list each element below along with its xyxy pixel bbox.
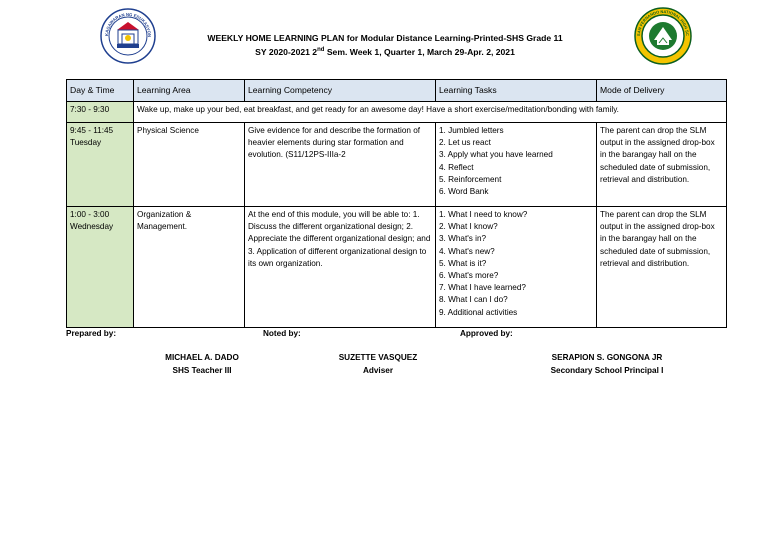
list-item: 2. What I know?	[439, 222, 498, 232]
prepared-by-name: MICHAEL A. DADO	[165, 353, 239, 362]
subtitle-prefix: SY 2020-2021 2	[255, 47, 318, 57]
left-logo-text: KAGAWARAN NG EDUKASYON	[103, 11, 153, 38]
time-cell: 7:30 - 9:30	[67, 102, 134, 123]
list-item: 3. What's in?	[439, 234, 487, 244]
approved-by-label: Approved by:	[460, 329, 513, 338]
time-text: 1:00 - 3:00	[70, 210, 110, 219]
column-header-learning-tasks: Learning Tasks	[436, 80, 597, 102]
document-title: WEEKLY HOME LEARNING PLAN for Modular Distance Learning-Printed-SHS Grade 11	[207, 33, 563, 43]
learning-tasks-cell	[436, 207, 597, 328]
list-item: 8. What I can I do?	[439, 295, 508, 305]
noted-by-role: Adviser	[362, 366, 394, 375]
mode-of-delivery-cell: The parent can drop the SLM output in the assigned drop-box in the barangay hall on the scheduled date of submission, retrieval and distribution.	[597, 207, 727, 328]
day-text: Wednesday	[70, 222, 114, 232]
school-seal-logo	[634, 7, 692, 65]
list-item: 6. Word Bank	[439, 187, 489, 197]
list-item: 1. Jumbled letters	[439, 126, 504, 135]
document-subtitle	[160, 45, 610, 59]
learning-area-cell: Organization & Management.	[134, 207, 245, 328]
prepared-by-label: Prepared by:	[66, 329, 117, 338]
noted-by-name: SUZETTE VASQUEZ	[338, 353, 418, 362]
list-item: 1. What I need to know?	[439, 210, 528, 219]
column-header-learning-competency: Learning Competency	[245, 80, 436, 102]
learning-competency-cell: Give evidence for and describe the formation of heavier elements during star formation and evolution. (S11/12PS-IIIa-2	[245, 123, 436, 207]
wake-up-routine-text: Wake up, make up your bed, eat breakfast, and get ready for an awesome day! Have a short exercise/meditation/bonding with family.	[134, 102, 727, 123]
approved-by-name: SERAPION S. GONGONA JR	[551, 353, 663, 362]
day-text: Tuesday	[70, 138, 102, 148]
table-header-row	[67, 80, 727, 102]
table-row	[67, 207, 727, 328]
subtitle-suffix: Sem. Week 1, Quarter 1, March 29-Apr. 2, 2021	[324, 47, 515, 57]
learning-tasks-cell	[436, 123, 597, 207]
deped-seal-logo	[100, 8, 156, 64]
list-item: 4. What's new?	[439, 246, 495, 256]
right-logo-text: SAN FERNANDO NATIONAL HIGH SC	[635, 8, 691, 37]
column-header-learning-area: Learning Area	[134, 80, 245, 102]
day-time-cell	[67, 123, 134, 207]
subtitle-superscript: nd	[317, 47, 325, 54]
list-item: 7. What I have learned?	[439, 283, 526, 293]
list-item: 4. Reflect	[439, 162, 474, 172]
list-item: 5. Reinforcement	[439, 174, 502, 184]
task-list	[439, 209, 593, 319]
list-item: 9. Additional activities	[439, 307, 518, 317]
noted-by-label: Noted by:	[263, 329, 301, 338]
learning-area-cell: Physical Science	[134, 123, 245, 207]
list-item: 3. Apply what you have learned	[439, 150, 553, 160]
mode-of-delivery-cell: The parent can drop the SLM output in the assigned drop-box in the barangay hall on the scheduled date of submission, retrieval and distribution.	[597, 123, 727, 207]
learning-plan-table	[66, 79, 727, 328]
table-row	[67, 123, 727, 207]
list-item: 2. Let us react	[439, 138, 491, 148]
task-list	[439, 125, 593, 198]
column-header-mode-of-delivery: Mode of Delivery	[597, 80, 727, 102]
prepared-by-role: SHS Teacher III	[172, 366, 232, 375]
list-item: 5. What is it?	[439, 258, 487, 268]
day-time-cell	[67, 207, 134, 328]
list-item: 6. What's more?	[439, 271, 499, 281]
table-row	[67, 102, 727, 123]
approved-by-role: Secondary School Principal I	[550, 366, 664, 375]
time-text: 9:45 - 11:45	[70, 126, 114, 135]
column-header-day-time: Day & Time	[67, 80, 134, 102]
learning-competency-cell: At the end of this module, you will be able to: 1. Discuss the different organizational design; 2. Appreciate the different organizational design; and 3. Application of different organizational design to its own organization.	[245, 207, 436, 328]
